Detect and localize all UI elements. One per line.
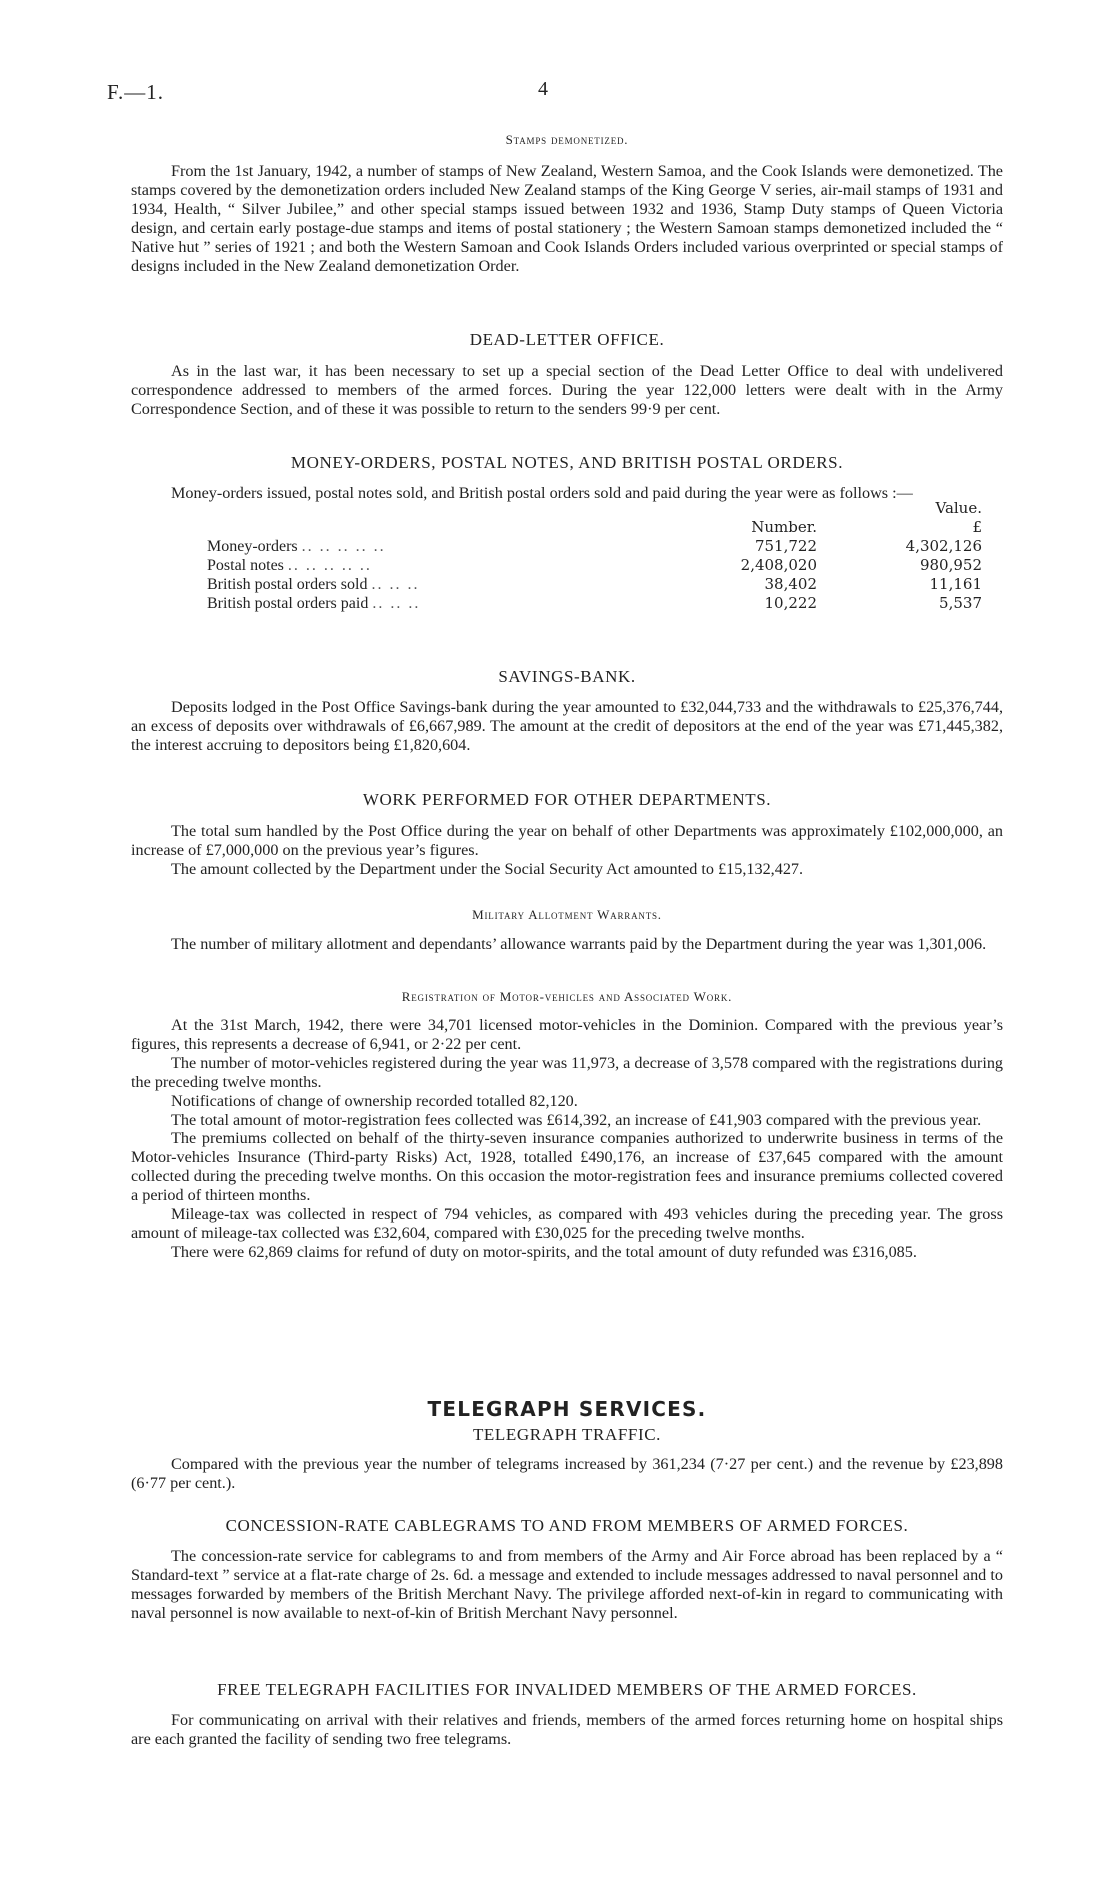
dead-letter-body: As in the last war, it has been necessary to set up a special section of the Dead Letter Office to deal with undelivered correspondence addressed to members of the armed forces. During the year 122,000 letters were dealt with in the Army Correspondence Section, and of these it was possible to return to the senders 99·9 per cent. <box>131 362 1003 418</box>
section-dead-letter <box>131 330 1003 419</box>
work-other-p1: The total sum handled by the Post Office during the year on behalf of other Departments was approximately £102,000,000, an increase of £7,000,000 on the previous year’s figures. <box>131 822 1003 859</box>
col-header-number: Number. <box>751 517 817 536</box>
telegraph-subheading: TELEGRAPH TRAFFIC. <box>472 1425 662 1444</box>
money-orders-heading: MONEY-ORDERS, POSTAL NOTES, AND BRITISH POSTAL ORDERS. <box>290 453 844 472</box>
savings-body: Deposits lodged in the Post Office Savings-bank during the year amounted to £32,044,733 and the withdrawals to £25,376,744, an excess of deposits over withdrawals of £6,667,989. The amount at the credit of depositors at the end of the year was £71,445,382, the interest accruing to depositors being £1,820,604. <box>131 698 1003 754</box>
telegraph-body: Compared with the previous year the number of telegrams increased by 361,234 (7·27 per cent.) and the revenue by £23,898 (6·77 per cent.). <box>131 1455 1003 1492</box>
telegraph-heading: TELEGRAPH SERVICES. <box>427 1397 707 1421</box>
row-label: Money-orders <box>207 537 298 555</box>
row-value: 5,537 <box>939 593 982 612</box>
row-number: 10,222 <box>764 593 817 612</box>
motor-p4: The total amount of motor-registration fees collected was £614,392, an increase of £41,903 compared with the previous year. <box>171 1110 982 1129</box>
motor-p1: At the 31st March, 1942, there were 34,701 licensed motor-vehicles in the Dominion. Compared with the previous year’s figures, this represents a decrease of 6,941, or 2·22 per cent. <box>131 1016 1003 1053</box>
table-row <box>207 537 982 556</box>
page-number: 4 <box>538 78 548 100</box>
motor-p3: Notifications of change of ownership recorded totalled 82,120. <box>171 1091 578 1110</box>
row-number: 38,402 <box>764 574 817 593</box>
savings-heading: SAVINGS-BANK. <box>498 667 636 686</box>
section-savings-bank <box>131 667 1003 755</box>
section-military-warrants <box>131 907 1003 954</box>
military-body: The number of military allotment and dependants’ allowance warrants paid by the Department during the year was 1,301,006. <box>171 935 987 953</box>
section-stamps <box>131 132 1003 275</box>
row-value: 4,302,126 <box>905 536 982 555</box>
money-orders-intro: Money-orders issued, postal notes sold, and British postal orders sold and paid during the year were as follows :— <box>171 484 913 502</box>
section-money-orders <box>131 453 1003 613</box>
dead-letter-heading: DEAD-LETTER OFFICE. <box>469 330 665 349</box>
section-free-telegraph <box>131 1680 1003 1749</box>
work-other-p2: The amount collected by the Department under the Social Security Act amounted to £15,132,427. <box>171 859 804 878</box>
row-label: British postal orders sold <box>207 575 368 593</box>
motor-p5: The premiums collected on behalf of the thirty-seven insurance companies authorized to underwrite business in terms of the Motor-vehicles Insurance (Third-party Risks) Act, 1928, totalled £490,176, an increase of £37,645 compared with the amount collected during the preceding twelve months. On this occasion the motor-registration fees and insurance premiums collected covered a period of thirteen months. <box>131 1129 1003 1205</box>
concession-heading: CONCESSION-RATE CABLEGRAMS TO AND FROM MEMBERS OF ARMED FORCES. <box>225 1516 909 1535</box>
row-value: 980,952 <box>919 555 982 574</box>
section-telegraph-services <box>131 1397 1003 1493</box>
col-header-value: Value. <box>935 498 982 517</box>
row-value: 11,161 <box>929 574 982 593</box>
leader-dots: .. .. .. .. .. <box>287 556 372 574</box>
motor-p2: The number of motor-vehicles registered during the year was 11,973, a decrease of 3,578 compared with the registrations during the preceding twelve months. <box>131 1053 1004 1091</box>
stamps-heading: Stamps demonetized. <box>505 132 629 147</box>
row-number: 2,408,020 <box>740 555 817 574</box>
military-heading: Military Allotment Warrants. <box>472 907 662 922</box>
report-code: F.—1. <box>107 80 164 104</box>
row-label: Postal notes <box>207 556 284 574</box>
section-work-other-departments <box>131 790 1003 879</box>
leader-dots: .. .. .. <box>372 594 421 612</box>
col-header-unit: £ <box>972 517 982 536</box>
motor-p7: There were 62,869 claims for refund of duty on motor-spirits, and the total amount of duty refunded was £316,085. <box>171 1242 917 1261</box>
concession-body: The concession-rate service for cablegrams to and from members of the Army and Air Force abroad has been replaced by a “ Standard-text ” service at a flat-rate charge of 2s. 6d. a message and extended to include messages addressed to naval personnel and to messages forwarded by members of the British Merchant Navy. The privilege afforded next-of-kin in regard to communicating with naval personnel is now available to next-of-kin of British Merchant Navy personnel. <box>131 1547 1003 1622</box>
row-number: 751,722 <box>754 536 817 555</box>
leader-dots: .. .. .. <box>371 575 420 593</box>
free-telegraph-body: For communicating on arrival with their relatives and friends, members of the armed forces returning home on hospital ships are each granted the facility of sending two free telegrams. <box>131 1711 1003 1748</box>
motor-heading: Registration of Motor-vehicles and Associated Work. <box>401 989 733 1004</box>
free-telegraph-heading: FREE TELEGRAPH FACILITIES FOR INVALIDED MEMBERS OF THE ARMED FORCES. <box>217 1680 917 1699</box>
table-row <box>207 594 982 613</box>
row-label: British postal orders paid <box>207 594 369 612</box>
section-concession-cablegrams <box>131 1516 1003 1623</box>
work-other-heading: WORK PERFORMED FOR OTHER DEPARTMENTS. <box>362 790 772 809</box>
table-row <box>207 575 982 594</box>
table-row <box>207 556 982 575</box>
section-motor-vehicles <box>131 989 1003 1262</box>
money-orders-table <box>207 499 982 613</box>
motor-p6: Mileage-tax was collected in respect of 794 vehicles, as compared with 493 vehicles during the preceding year. The gross amount of mileage-tax collected was £32,604, compared with £30,025 for the preceding twelve months. <box>131 1205 1003 1242</box>
stamps-body: From the 1st January, 1942, a number of stamps of New Zealand, Western Samoa, and the Cook Islands were demonetized. The stamps covered by the demonetization orders included New Zealand stamps of the King George V series, air-mail stamps of 1931 and 1934, Health, “ Silver Jubilee,” and other special stamps issued between 1932 and 1936, Stamp Duty stamps of Queen Victoria design, and certain early postage-due stamps and items of postal stationery ; the Western Samoan stamps demonetized included the “ Native hut ” series of 1921 ; and both the Western Samoan and Cook Islands Orders included various overprinted or special stamps of designs included in the New Zealand demonetization Order. <box>131 162 1003 275</box>
leader-dots: .. .. .. .. .. <box>301 537 386 555</box>
